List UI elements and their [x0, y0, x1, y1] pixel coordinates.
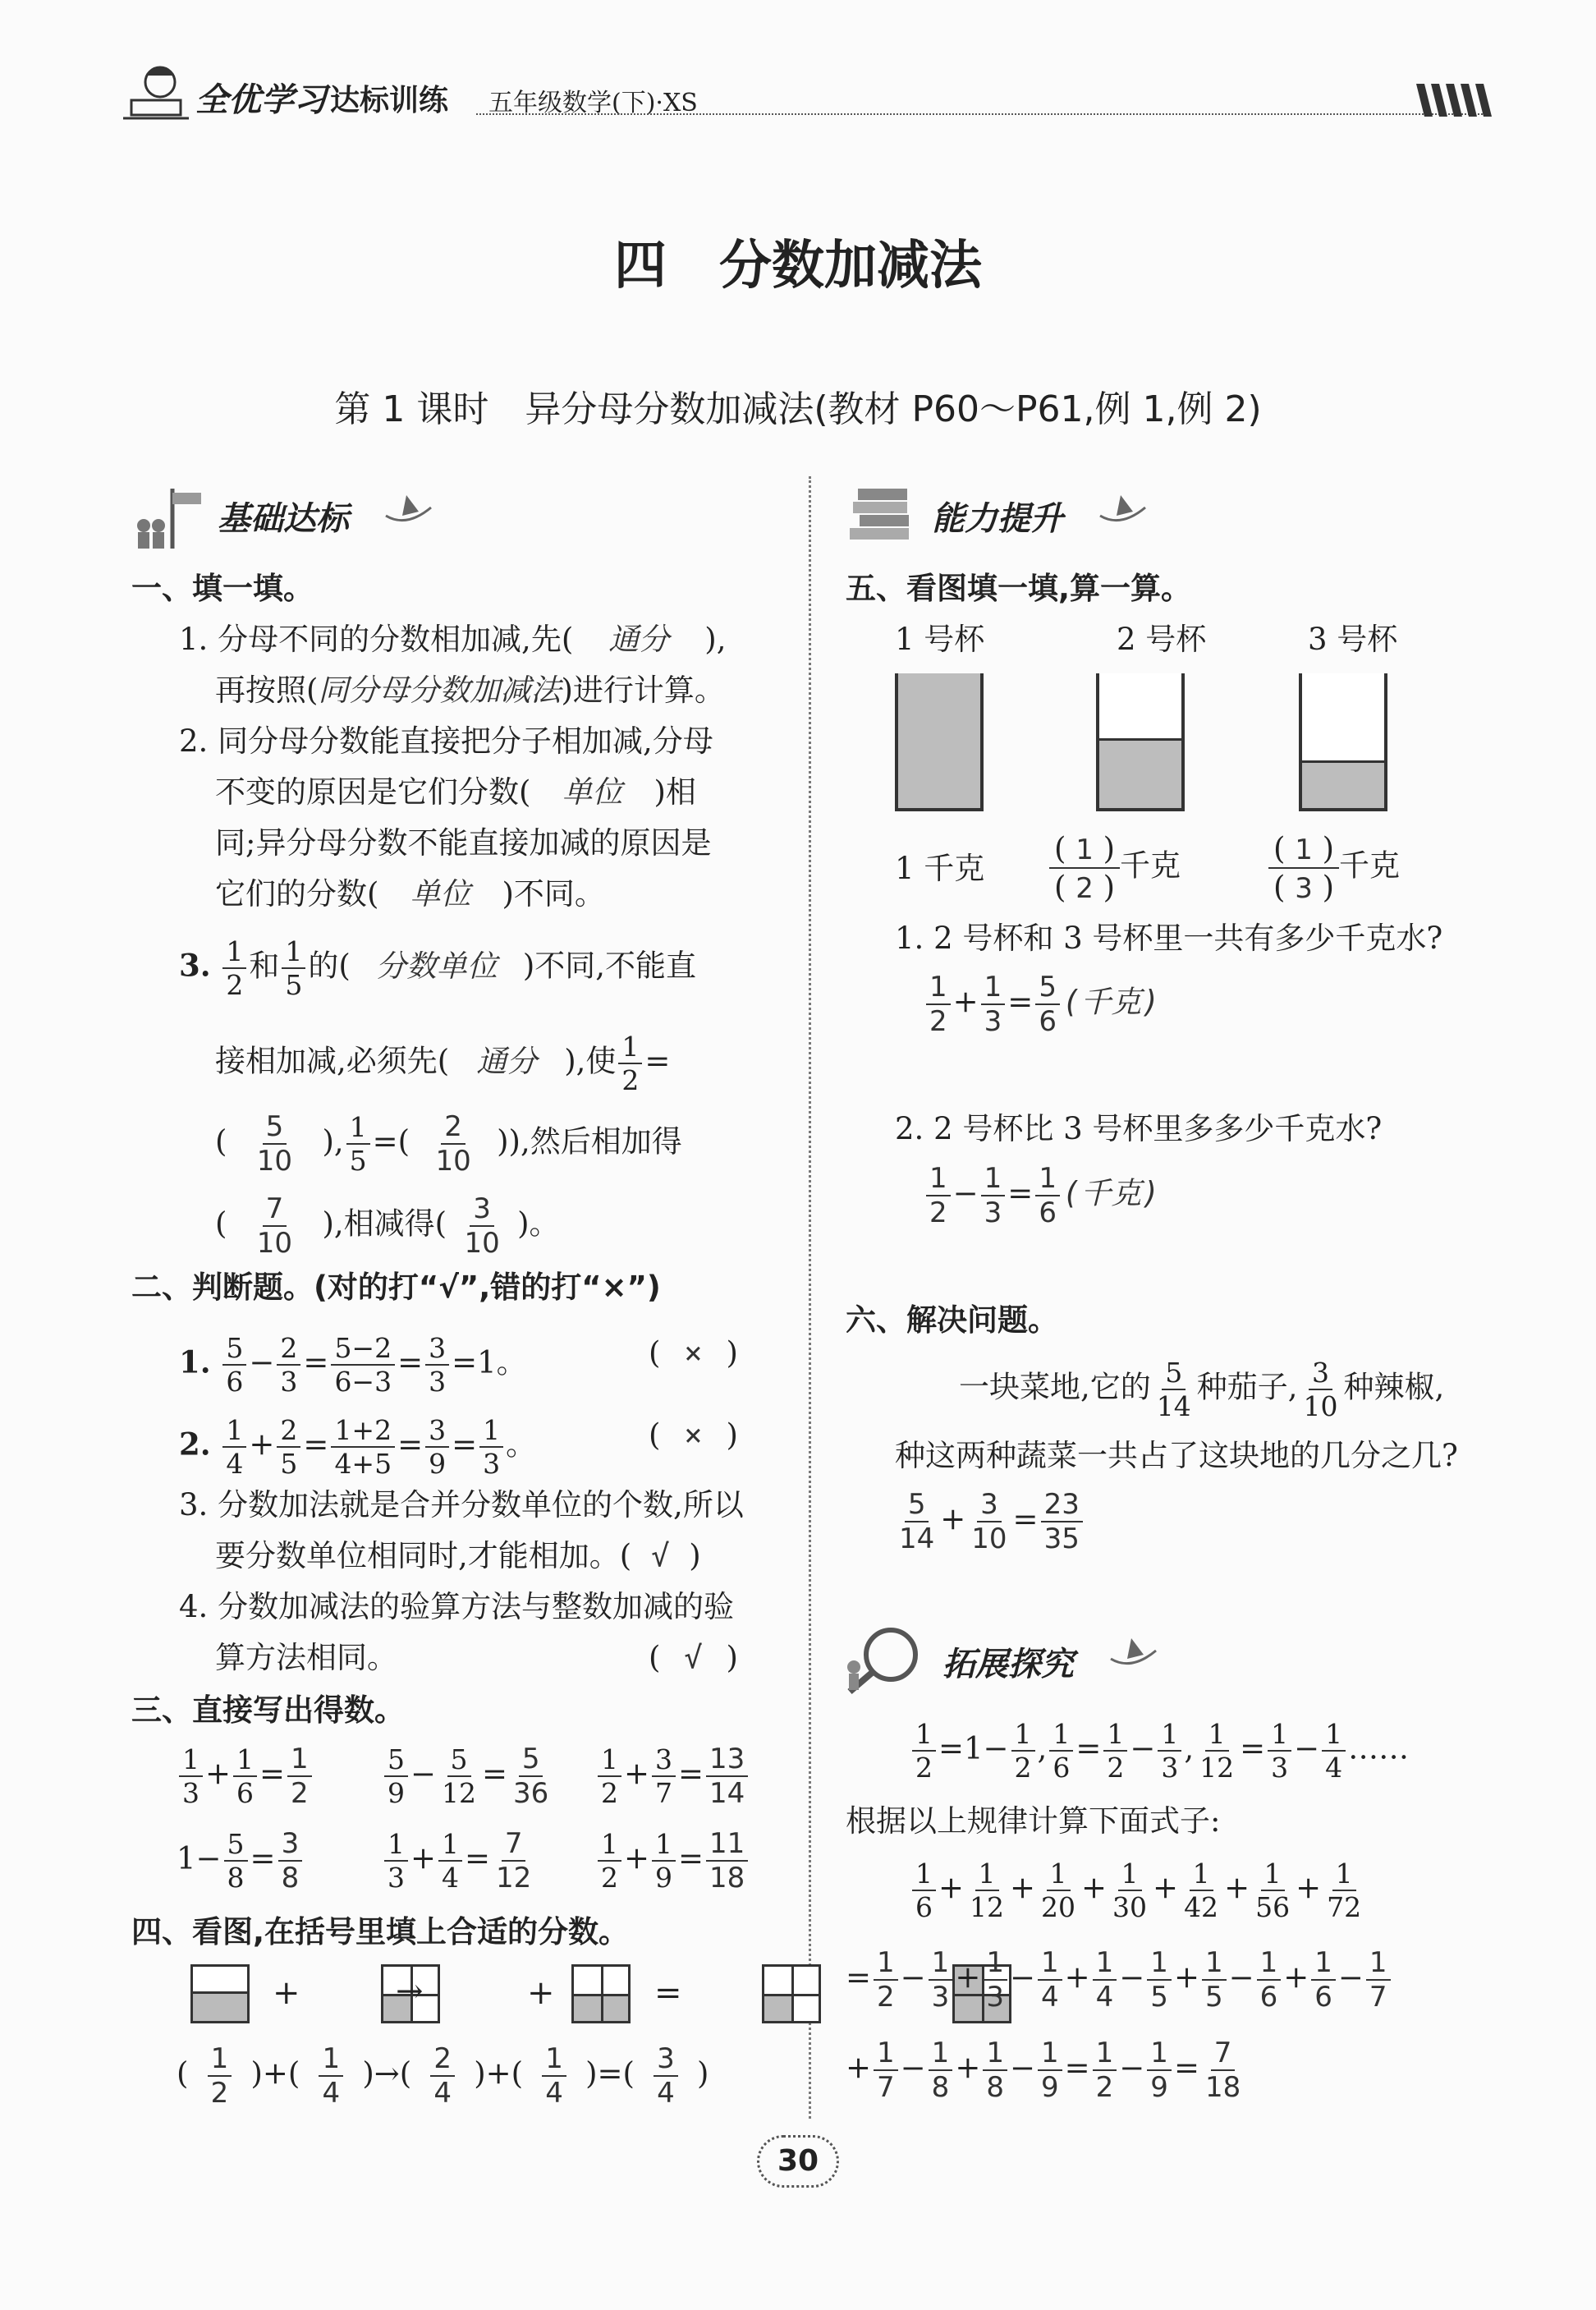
q5-problem1: 1. 2 号杯和 3 号杯里一共有多少千克水? — [895, 921, 1443, 956]
stripes-icon — [1416, 84, 1498, 117]
square-half — [190, 1964, 250, 2023]
answer-frac-unit[interactable]: 分数单位 — [375, 948, 498, 984]
q6-title: 六、解决问题。 — [846, 1302, 1058, 1338]
q3-calc-3: $\frac{1}{2}$ + $\frac{3}{7}$ = $\frac{13}{14}$ — [595, 1745, 750, 1807]
signpost-icon — [131, 485, 205, 550]
series-expression: $\frac{1}{6}$ + $\frac{1}{12}$ + $\frac{1}{20}$ + $\frac{1}{30}$ + $\frac{1}{42}$ + $\frac{1}{56}$ + $\frac{1}{72}$ — [910, 1860, 1367, 1921]
judge-answer-4[interactable]: √ — [684, 1640, 703, 1675]
series-solution-line1: = $\frac{1}{2}$ − $\frac{1}{3}$ + $\frac{1}{3}$ − $\frac{1}{4}$ + $\frac{1}{4}$ − $\frac{1}{5}$ + $\frac{1}{5}$ − $\frac{1}{6}$ + $\frac{1}{6}$ − $\frac{1}{7}$ — [846, 1949, 1393, 2011]
plane-icon — [382, 491, 435, 532]
cup-3 — [1299, 673, 1387, 811]
cup-2-water — [1099, 738, 1181, 808]
header — [115, 59, 1494, 125]
square-two-quarters — [571, 1964, 631, 2023]
q1-item2-line3: 同;异分母分数不能直接加减的原因是 — [215, 825, 712, 861]
answer-tongfen-2[interactable]: 通分 — [476, 1043, 538, 1079]
q1-item1-line2: 再按照(同分母分数加减法)进行计算。 — [215, 673, 725, 708]
cup2-label: 2 号杯 — [1117, 622, 1207, 657]
book-info: 五年级数学(下)·XS — [488, 89, 698, 117]
q2-item1-answer: ( × ) — [649, 1335, 738, 1371]
cup1-label: 1 号杯 — [895, 622, 985, 657]
books-icon — [842, 480, 920, 550]
mascot-icon — [115, 59, 197, 125]
q2-item4-line1: 4. 分数加减法的验算方法与整数加减的验 — [179, 1589, 735, 1624]
series-solution-line2: + $\frac{1}{7}$ − $\frac{1}{8}$ + $\frac{1}{8}$ − $\frac{1}{9}$ = $\frac{1}{2}$ − $\frac{1}{9}$ = $\frac{7}{18}$ — [846, 2037, 1241, 2104]
cup2-weight: $\frac{( 1 )}{( 2 )}$ 千克 — [1049, 834, 1181, 902]
q1-item2-line4: 它们的分数( 单位 )不同。 — [215, 876, 605, 912]
q3-calc-2: $\frac{5}{9}$ − $\frac{5}{12}$ = $\frac{5}{36}$ — [382, 1745, 554, 1807]
q2-item3-line2: 要分数单位相同时,才能相加。( √ ) — [215, 1538, 701, 1573]
q4-answers: ( $\frac{1}{2}$ )+( $\frac{1}{4}$ )→( $\frac{2}{4}$ )+( $\frac{1}{4}$ )=( $\frac{3}{4}$ ) — [177, 2042, 709, 2110]
judge-answer-2[interactable]: × — [684, 1417, 703, 1453]
cup-1-water — [898, 673, 980, 808]
q3-calc-6: $\frac{1}{2}$ + $\frac{1}{9}$ = $\frac{11}{18}$ — [595, 1830, 750, 1892]
section-ability: 能力提升 — [932, 500, 1063, 538]
lesson-title: 第 1 课时 异分母分数加减法(教材 P60～P61,例 1,例 2) — [334, 388, 1262, 430]
cup-1 — [895, 673, 984, 811]
q1-item3-line1: 3. $\frac{1}{2}$ 和 $\frac{1}{5}$ 的( 分数单位 )不同,不能直 — [179, 935, 697, 1001]
q6-problem-line2: 种这两种蔬菜一共占了这块地的几分之几? — [895, 1438, 1458, 1473]
judge-answer-3[interactable]: √ — [651, 1538, 670, 1573]
judge-answer-1[interactable]: × — [684, 1335, 703, 1371]
q5-answer2: $\frac{1}{2}$ − $\frac{1}{3}$ = $\frac{1}{6}$ (千克) — [924, 1164, 1160, 1227]
cup-3-water — [1302, 760, 1384, 808]
q4-figures: + → + = — [190, 1964, 782, 2038]
answer-method[interactable]: 同分母分数加减法 — [318, 673, 562, 708]
q2-item2-answer: ( × ) — [649, 1417, 738, 1453]
rule-text: 根据以上规律计算下面式子: — [846, 1803, 1221, 1839]
column-divider — [809, 476, 811, 2119]
answer-tongfen-1[interactable]: 通分 — [608, 622, 670, 657]
section-extend: 拓展探究 — [942, 1646, 1074, 1683]
q1-item2-line1: 2. 同分母分数能直接把分子相加减,分母 — [179, 723, 713, 759]
series: 达标训练 — [330, 84, 449, 117]
q3-calc-1: $\frac{1}{3}$ + $\frac{1}{6}$ = $\frac{1}{2}$ — [177, 1745, 314, 1807]
cup1-weight: 1 千克 — [895, 851, 985, 886]
q2-item4-answer: ( √ ) — [649, 1640, 738, 1675]
chapter-title: 四 分数加减法 — [614, 236, 982, 296]
q1-item2-line2: 不变的原因是它们分数( 单位 )相 — [215, 774, 696, 810]
answer-unit-1[interactable]: 单位 — [562, 774, 623, 810]
plane-icon — [1096, 491, 1149, 532]
cup3-label: 3 号杯 — [1308, 622, 1398, 657]
q1-item1-line1: 1. 分母不同的分数相加减,先( 通分 ), — [179, 622, 727, 657]
q2-title: 二、判断题。(对的打“√”,错的打“×”) — [131, 1270, 661, 1305]
q5-title: 五、看图填一填,算一算。 — [846, 571, 1192, 606]
square-one-quarter — [762, 1964, 821, 2023]
q2-item3-line1: 3. 分数加法就是合并分数单位的个数,所以 — [179, 1487, 744, 1522]
q2-item4-line2: 算方法相同。 — [215, 1640, 397, 1675]
brand: 全优学习 — [195, 81, 327, 119]
q1-title: 一、填一填。 — [131, 571, 314, 606]
pattern-formula: $\frac{1}{2}$ =1− $\frac{1}{2}$ , $\frac{1}{6}$ = $\frac{1}{2}$ − $\frac{1}{3}$ , $\frac{1}{12}$ = $\frac{1}{3}$ − $\frac{1}{4}$ …… — [910, 1720, 1409, 1781]
q1-item3-line4: ( $\frac{7}{10}$ ),相减得( $\frac{3}{10}$ )。 — [215, 1192, 560, 1260]
q1-item3-line2: 接相加减,必须先( 通分 ),使 $\frac{1}{2}$ = — [215, 1031, 671, 1096]
cup-2 — [1096, 673, 1185, 811]
q6-problem-line1: 一块菜地,它的 $\frac{5}{14}$ 种茄子, $\frac{3}{10}$ 种辣椒, — [959, 1357, 1445, 1422]
q3-calc-4: 1− $\frac{5}{8}$ = $\frac{3}{8}$ — [177, 1830, 305, 1892]
plane-icon — [1107, 1634, 1160, 1675]
q2-item1: 1. $\frac{5}{6}$ − $\frac{2}{3}$ = $\frac{5-2}{6-3}$ = $\frac{3}{3}$ =1。 — [179, 1332, 527, 1398]
page-number: 30 — [777, 2144, 819, 2178]
section-basic: 基础达标 — [218, 500, 349, 538]
header-dotline — [476, 113, 1486, 115]
q1-item3-line3: ( $\frac{5}{10}$ ), $\frac{1}{5}$ =( $\frac{2}{10}$ )),然后相加得 — [215, 1110, 682, 1178]
q3-calc-5: $\frac{1}{3}$ + $\frac{1}{4}$ = $\frac{7}{12}$ — [382, 1830, 537, 1892]
q3-title: 三、直接写出得数。 — [131, 1692, 405, 1728]
q5-answer1: $\frac{1}{2}$ + $\frac{1}{3}$ = $\frac{5}{6}$ (千克) — [924, 973, 1160, 1036]
magnifier-icon — [837, 1622, 936, 1696]
q5-problem2: 2. 2 号杯比 3 号杯里多多少千克水? — [895, 1111, 1383, 1146]
answer-unit-2[interactable]: 单位 — [410, 876, 471, 912]
q6-answer: $\frac{5}{14}$ + $\frac{3}{10}$ = $\frac{23}{35}$ — [893, 1490, 1085, 1553]
q2-item2: 2. $\frac{1}{4}$ + $\frac{2}{5}$ = $\frac{1+2}{4+5}$ = $\frac{3}{9}$ = $\frac{1}{3}$ 。 — [179, 1414, 537, 1480]
page-number-badge — [757, 2135, 839, 2188]
cup3-weight: $\frac{( 1 )}{( 3 )}$ 千克 — [1268, 834, 1400, 902]
q4-title: 四、看图,在括号里填上合适的分数。 — [131, 1914, 630, 1949]
